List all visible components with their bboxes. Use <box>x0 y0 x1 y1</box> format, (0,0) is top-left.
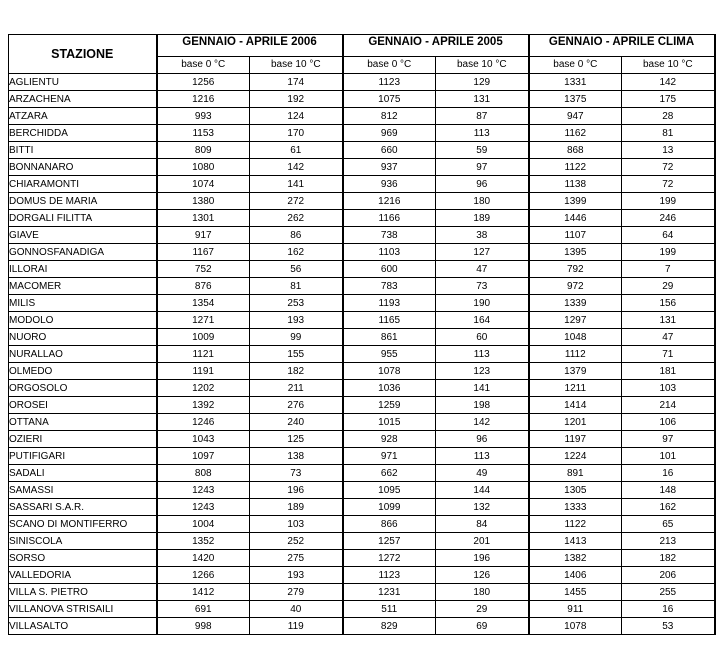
cell-clima-base10: 13 <box>622 142 715 159</box>
cell-station: MACOMER <box>9 278 157 295</box>
cell-2005-base0: 1123 <box>343 74 436 91</box>
cell-clima-base0: 1395 <box>529 244 622 261</box>
cell-station: OROSEI <box>9 397 157 414</box>
cell-2006-base0: 809 <box>157 142 250 159</box>
cell-2005-base0: 1165 <box>343 312 436 329</box>
cell-2006-base0: 808 <box>157 465 250 482</box>
cell-2005-base10: 38 <box>436 227 529 244</box>
cell-clima-base10: 16 <box>622 465 715 482</box>
table-row <box>9 193 715 210</box>
cell-2006-base0: 1153 <box>157 125 250 142</box>
table-row <box>9 567 715 584</box>
cell-2005-base10: 198 <box>436 397 529 414</box>
cell-2006-base10: 56 <box>250 261 343 278</box>
cell-2006-base10: 189 <box>250 499 343 516</box>
column-group-clima: GENNAIO - APRILE CLIMA <box>529 35 715 57</box>
table-row <box>9 414 715 431</box>
cell-2006-base0: 1167 <box>157 244 250 261</box>
table-row <box>9 176 715 193</box>
cell-2005-base10: 180 <box>436 193 529 210</box>
subheader-2005-base0: base 0 °C <box>343 56 436 73</box>
table-row <box>9 448 715 465</box>
cell-2006-base0: 876 <box>157 278 250 295</box>
cell-2005-base0: 662 <box>343 465 436 482</box>
cell-clima-base10: 81 <box>622 125 715 142</box>
cell-2005-base10: 127 <box>436 244 529 261</box>
table-row <box>9 108 715 125</box>
cell-2005-base10: 132 <box>436 499 529 516</box>
cell-clima-base10: 64 <box>622 227 715 244</box>
cell-station: GONNOSFANADIGA <box>9 244 157 261</box>
cell-2005-base0: 660 <box>343 142 436 159</box>
cell-2005-base0: 1123 <box>343 567 436 584</box>
cell-2005-base10: 73 <box>436 278 529 295</box>
cell-2005-base0: 511 <box>343 601 436 618</box>
table-row <box>9 312 715 329</box>
cell-clima-base0: 1201 <box>529 414 622 431</box>
cell-2005-base0: 600 <box>343 261 436 278</box>
cell-2006-base10: 196 <box>250 482 343 499</box>
cell-station: DORGALI FILITTA <box>9 210 157 227</box>
cell-station: PUTIFIGARI <box>9 448 157 465</box>
cell-clima-base10: 53 <box>622 618 715 635</box>
cell-2005-base0: 1075 <box>343 91 436 108</box>
cell-clima-base0: 1112 <box>529 346 622 363</box>
cell-station: OLMEDO <box>9 363 157 380</box>
table-row <box>9 584 715 601</box>
cell-2005-base10: 180 <box>436 584 529 601</box>
cell-2006-base0: 1256 <box>157 74 250 91</box>
cell-clima-base0: 1162 <box>529 125 622 142</box>
cell-clima-base0: 1414 <box>529 397 622 414</box>
cell-2005-base0: 1216 <box>343 193 436 210</box>
cell-2005-base10: 29 <box>436 601 529 618</box>
cell-station: VILLA S. PIETRO <box>9 584 157 601</box>
cell-2006-base10: 192 <box>250 91 343 108</box>
cell-clima-base10: 199 <box>622 244 715 261</box>
cell-2005-base10: 60 <box>436 329 529 346</box>
table-row <box>9 618 715 635</box>
cell-2006-base10: 86 <box>250 227 343 244</box>
cell-2006-base0: 1392 <box>157 397 250 414</box>
cell-2005-base10: 87 <box>436 108 529 125</box>
cell-station: SCANO DI MONTIFERRO <box>9 516 157 533</box>
cell-2005-base10: 144 <box>436 482 529 499</box>
cell-clima-base10: 7 <box>622 261 715 278</box>
cell-2005-base10: 201 <box>436 533 529 550</box>
cell-2006-base0: 1266 <box>157 567 250 584</box>
cell-2006-base0: 1009 <box>157 329 250 346</box>
cell-2005-base0: 936 <box>343 176 436 193</box>
degree-days-table <box>8 34 716 635</box>
cell-clima-base0: 947 <box>529 108 622 125</box>
cell-2005-base0: 1166 <box>343 210 436 227</box>
cell-station: OZIERI <box>9 431 157 448</box>
cell-2006-base0: 752 <box>157 261 250 278</box>
cell-2005-base0: 829 <box>343 618 436 635</box>
cell-2006-base0: 1412 <box>157 584 250 601</box>
cell-clima-base10: 156 <box>622 295 715 312</box>
cell-clima-base0: 1406 <box>529 567 622 584</box>
cell-2006-base10: 119 <box>250 618 343 635</box>
cell-2006-base0: 1216 <box>157 91 250 108</box>
cell-2005-base10: 189 <box>436 210 529 227</box>
cell-2006-base0: 1271 <box>157 312 250 329</box>
cell-station: BONNANARO <box>9 159 157 176</box>
cell-2006-base10: 272 <box>250 193 343 210</box>
cell-station: SINISCOLA <box>9 533 157 550</box>
cell-2006-base10: 81 <box>250 278 343 295</box>
cell-clima-base10: 16 <box>622 601 715 618</box>
cell-2006-base0: 1121 <box>157 346 250 363</box>
degree-days-sheet <box>8 34 716 635</box>
column-group-2006: GENNAIO - APRILE 2006 <box>157 35 343 57</box>
cell-2005-base10: 49 <box>436 465 529 482</box>
cell-clima-base0: 1375 <box>529 91 622 108</box>
cell-2006-base10: 73 <box>250 465 343 482</box>
cell-clima-base10: 255 <box>622 584 715 601</box>
cell-2006-base10: 162 <box>250 244 343 261</box>
cell-clima-base0: 1413 <box>529 533 622 550</box>
cell-2006-base0: 1246 <box>157 414 250 431</box>
cell-clima-base10: 246 <box>622 210 715 227</box>
cell-station: SASSARI S.A.R. <box>9 499 157 516</box>
cell-2006-base10: 61 <box>250 142 343 159</box>
cell-clima-base10: 214 <box>622 397 715 414</box>
cell-clima-base10: 101 <box>622 448 715 465</box>
cell-clima-base10: 181 <box>622 363 715 380</box>
cell-2005-base10: 84 <box>436 516 529 533</box>
cell-2006-base0: 1080 <box>157 159 250 176</box>
cell-2006-base10: 124 <box>250 108 343 125</box>
cell-2005-base0: 1078 <box>343 363 436 380</box>
cell-clima-base0: 1048 <box>529 329 622 346</box>
cell-2006-base10: 138 <box>250 448 343 465</box>
subheader-2006-base0: base 0 °C <box>157 56 250 73</box>
table-row <box>9 499 715 516</box>
cell-clima-base10: 29 <box>622 278 715 295</box>
cell-clima-base10: 131 <box>622 312 715 329</box>
cell-2005-base10: 196 <box>436 550 529 567</box>
cell-2005-base10: 164 <box>436 312 529 329</box>
table-row <box>9 74 715 91</box>
table-row <box>9 91 715 108</box>
table-row <box>9 601 715 618</box>
cell-clima-base0: 972 <box>529 278 622 295</box>
cell-clima-base0: 1122 <box>529 159 622 176</box>
cell-clima-base10: 182 <box>622 550 715 567</box>
cell-2005-base0: 866 <box>343 516 436 533</box>
table-row <box>9 159 715 176</box>
cell-clima-base0: 1078 <box>529 618 622 635</box>
cell-2005-base0: 783 <box>343 278 436 295</box>
table-header <box>9 35 715 74</box>
cell-clima-base10: 142 <box>622 74 715 91</box>
cell-2005-base10: 59 <box>436 142 529 159</box>
cell-clima-base0: 1331 <box>529 74 622 91</box>
cell-2006-base0: 1191 <box>157 363 250 380</box>
table-row <box>9 482 715 499</box>
cell-2005-base0: 1272 <box>343 550 436 567</box>
cell-2006-base0: 917 <box>157 227 250 244</box>
table-row <box>9 244 715 261</box>
cell-2006-base10: 276 <box>250 397 343 414</box>
cell-2006-base0: 1354 <box>157 295 250 312</box>
cell-clima-base0: 1382 <box>529 550 622 567</box>
cell-2006-base10: 40 <box>250 601 343 618</box>
cell-2006-base10: 240 <box>250 414 343 431</box>
cell-clima-base0: 1339 <box>529 295 622 312</box>
cell-clima-base0: 1399 <box>529 193 622 210</box>
table-row <box>9 431 715 448</box>
cell-2005-base0: 937 <box>343 159 436 176</box>
column-group-2005: GENNAIO - APRILE 2005 <box>343 35 529 57</box>
cell-2005-base10: 97 <box>436 159 529 176</box>
cell-2005-base0: 738 <box>343 227 436 244</box>
cell-2005-base10: 113 <box>436 125 529 142</box>
cell-2006-base10: 142 <box>250 159 343 176</box>
cell-2006-base10: 253 <box>250 295 343 312</box>
cell-2006-base10: 182 <box>250 363 343 380</box>
cell-2006-base0: 1380 <box>157 193 250 210</box>
cell-station: SADALI <box>9 465 157 482</box>
subheader-clima-base10: base 10 °C <box>622 56 715 73</box>
cell-clima-base0: 1297 <box>529 312 622 329</box>
cell-clima-base10: 175 <box>622 91 715 108</box>
cell-2005-base0: 1257 <box>343 533 436 550</box>
cell-station: BITTI <box>9 142 157 159</box>
cell-2005-base0: 1231 <box>343 584 436 601</box>
cell-2005-base0: 955 <box>343 346 436 363</box>
table-row <box>9 533 715 550</box>
cell-2005-base0: 971 <box>343 448 436 465</box>
cell-clima-base0: 911 <box>529 601 622 618</box>
cell-2005-base0: 1193 <box>343 295 436 312</box>
cell-clima-base10: 162 <box>622 499 715 516</box>
cell-station: ATZARA <box>9 108 157 125</box>
cell-clima-base0: 1305 <box>529 482 622 499</box>
cell-2005-base0: 861 <box>343 329 436 346</box>
cell-clima-base0: 891 <box>529 465 622 482</box>
subheader-clima-base0: base 0 °C <box>529 56 622 73</box>
cell-clima-base0: 868 <box>529 142 622 159</box>
table-row <box>9 125 715 142</box>
cell-2006-base0: 1097 <box>157 448 250 465</box>
cell-station: SORSO <box>9 550 157 567</box>
cell-2005-base10: 113 <box>436 346 529 363</box>
cell-station: VILLANOVA STRISAILI <box>9 601 157 618</box>
table-row <box>9 465 715 482</box>
cell-2005-base10: 129 <box>436 74 529 91</box>
table-row <box>9 363 715 380</box>
cell-2006-base10: 211 <box>250 380 343 397</box>
cell-2006-base0: 1243 <box>157 499 250 516</box>
cell-clima-base0: 1379 <box>529 363 622 380</box>
cell-2006-base0: 998 <box>157 618 250 635</box>
cell-2005-base0: 812 <box>343 108 436 125</box>
cell-2006-base10: 174 <box>250 74 343 91</box>
cell-2006-base0: 1043 <box>157 431 250 448</box>
cell-2005-base10: 69 <box>436 618 529 635</box>
cell-clima-base0: 1197 <box>529 431 622 448</box>
cell-station: VILLASALTO <box>9 618 157 635</box>
cell-2006-base10: 155 <box>250 346 343 363</box>
cell-2006-base10: 279 <box>250 584 343 601</box>
cell-clima-base0: 1211 <box>529 380 622 397</box>
cell-station: ARZACHENA <box>9 91 157 108</box>
cell-station: MODOLO <box>9 312 157 329</box>
cell-2005-base10: 141 <box>436 380 529 397</box>
cell-clima-base0: 1122 <box>529 516 622 533</box>
cell-clima-base10: 28 <box>622 108 715 125</box>
table-row <box>9 142 715 159</box>
table-row <box>9 210 715 227</box>
cell-clima-base10: 65 <box>622 516 715 533</box>
cell-2006-base10: 275 <box>250 550 343 567</box>
cell-2005-base0: 1015 <box>343 414 436 431</box>
cell-clima-base10: 72 <box>622 159 715 176</box>
table-row <box>9 227 715 244</box>
cell-2006-base0: 1243 <box>157 482 250 499</box>
cell-clima-base0: 1446 <box>529 210 622 227</box>
cell-2006-base0: 1301 <box>157 210 250 227</box>
table-row <box>9 397 715 414</box>
cell-2006-base10: 193 <box>250 567 343 584</box>
cell-station: NUORO <box>9 329 157 346</box>
cell-clima-base10: 103 <box>622 380 715 397</box>
subheader-2005-base10: base 10 °C <box>436 56 529 73</box>
cell-clima-base10: 47 <box>622 329 715 346</box>
cell-2005-base10: 126 <box>436 567 529 584</box>
cell-2006-base0: 1202 <box>157 380 250 397</box>
header-row-groups <box>9 35 715 57</box>
table-body <box>9 74 715 635</box>
cell-2005-base0: 1103 <box>343 244 436 261</box>
cell-clima-base10: 206 <box>622 567 715 584</box>
table-row <box>9 550 715 567</box>
cell-2006-base0: 993 <box>157 108 250 125</box>
cell-station: NURALLAO <box>9 346 157 363</box>
cell-2006-base10: 170 <box>250 125 343 142</box>
cell-2005-base10: 113 <box>436 448 529 465</box>
cell-2006-base10: 103 <box>250 516 343 533</box>
table-row <box>9 380 715 397</box>
cell-station: AGLIENTU <box>9 74 157 91</box>
cell-2005-base10: 131 <box>436 91 529 108</box>
cell-2005-base0: 1099 <box>343 499 436 516</box>
cell-clima-base10: 148 <box>622 482 715 499</box>
cell-station: ILLORAI <box>9 261 157 278</box>
cell-2006-base0: 691 <box>157 601 250 618</box>
cell-2006-base0: 1004 <box>157 516 250 533</box>
cell-station: CHIARAMONTI <box>9 176 157 193</box>
table-row <box>9 295 715 312</box>
cell-clima-base0: 1107 <box>529 227 622 244</box>
cell-clima-base10: 106 <box>622 414 715 431</box>
cell-station: ORGOSOLO <box>9 380 157 397</box>
cell-2006-base10: 252 <box>250 533 343 550</box>
cell-2006-base10: 141 <box>250 176 343 193</box>
cell-2005-base10: 142 <box>436 414 529 431</box>
table-row <box>9 346 715 363</box>
cell-2006-base10: 262 <box>250 210 343 227</box>
cell-clima-base10: 71 <box>622 346 715 363</box>
cell-clima-base10: 72 <box>622 176 715 193</box>
cell-station: DOMUS DE MARIA <box>9 193 157 210</box>
cell-clima-base10: 199 <box>622 193 715 210</box>
cell-2005-base0: 928 <box>343 431 436 448</box>
cell-2005-base0: 1095 <box>343 482 436 499</box>
subheader-2006-base10: base 10 °C <box>250 56 343 73</box>
cell-2005-base0: 969 <box>343 125 436 142</box>
cell-station: MILIS <box>9 295 157 312</box>
cell-2006-base0: 1074 <box>157 176 250 193</box>
cell-2005-base10: 47 <box>436 261 529 278</box>
cell-clima-base0: 792 <box>529 261 622 278</box>
cell-clima-base0: 1224 <box>529 448 622 465</box>
cell-2006-base10: 99 <box>250 329 343 346</box>
cell-clima-base0: 1138 <box>529 176 622 193</box>
cell-clima-base10: 97 <box>622 431 715 448</box>
cell-station: GIAVE <box>9 227 157 244</box>
cell-2005-base0: 1036 <box>343 380 436 397</box>
cell-2005-base0: 1259 <box>343 397 436 414</box>
cell-2006-base0: 1352 <box>157 533 250 550</box>
cell-2006-base0: 1420 <box>157 550 250 567</box>
cell-station: VALLEDORIA <box>9 567 157 584</box>
cell-2006-base10: 125 <box>250 431 343 448</box>
cell-2006-base10: 193 <box>250 312 343 329</box>
cell-station: OTTANA <box>9 414 157 431</box>
cell-2005-base10: 123 <box>436 363 529 380</box>
table-row <box>9 329 715 346</box>
cell-2005-base10: 96 <box>436 176 529 193</box>
cell-clima-base0: 1333 <box>529 499 622 516</box>
table-row <box>9 516 715 533</box>
cell-station: BERCHIDDA <box>9 125 157 142</box>
cell-2005-base10: 190 <box>436 295 529 312</box>
table-row <box>9 261 715 278</box>
cell-clima-base10: 213 <box>622 533 715 550</box>
cell-2005-base10: 96 <box>436 431 529 448</box>
table-row <box>9 278 715 295</box>
cell-clima-base0: 1455 <box>529 584 622 601</box>
cell-station: SAMASSI <box>9 482 157 499</box>
column-header-station: STAZIONE <box>9 35 157 74</box>
